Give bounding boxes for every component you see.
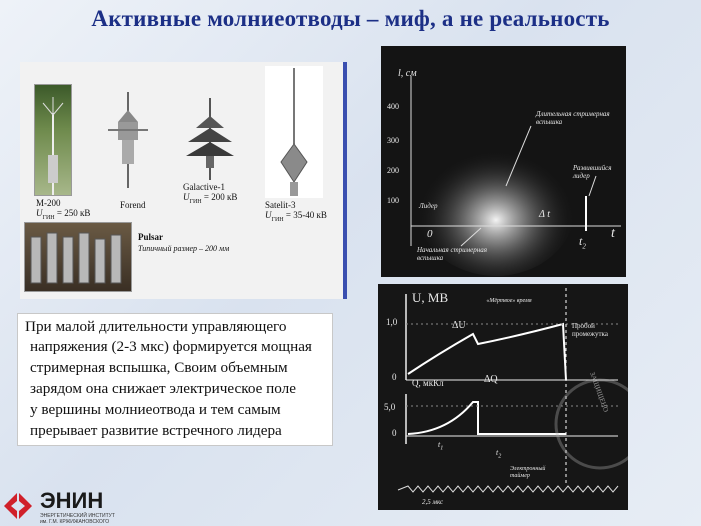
satelit-photo	[265, 66, 323, 198]
voltage-charge-oscillogram	[378, 284, 628, 510]
satelit-name: Satelit-3	[265, 200, 296, 210]
photo-tick-400: 400	[387, 102, 399, 111]
description-box	[17, 313, 333, 446]
slide-title: Активные молниеотводы – миф, а не реальность	[91, 6, 610, 31]
photo-tick-300: 300	[387, 136, 399, 145]
pulsar-name: Pulsar	[138, 232, 164, 242]
graph-t2-label: $t_2$	[496, 448, 502, 460]
graph-dq-label: ΔQ	[484, 374, 498, 385]
description-line-6: прерывает развитие встречного лидера	[30, 422, 282, 439]
satelit-rod-icon	[265, 66, 323, 198]
graph-dead-time-label: «Мёртвое» время	[486, 298, 532, 304]
logo-subtitle-1: ЭНЕРГЕТИЧЕСКИЙ ИНСТИТУТ	[40, 513, 115, 519]
enin-logo	[4, 489, 144, 525]
description-line-1: При малой длительности управляющего	[25, 318, 287, 335]
description-line-3: стримерная вспышка, Своим объемным	[30, 359, 288, 376]
graph-du-label: ΔU	[452, 320, 466, 331]
graph-q-tick-0: 0	[392, 428, 397, 438]
graph-u-tick-0: 0	[392, 372, 397, 382]
graph-q-tick-5: 5,0	[384, 402, 396, 412]
device-photos-panel	[20, 62, 347, 299]
graph-breakdown-label: Пробой промежутка	[572, 322, 608, 338]
galactive-name: Galactive-1	[183, 182, 225, 192]
galactive-rod-icon	[180, 98, 240, 180]
photo-label-zero: 0	[427, 228, 433, 240]
photo-tick-200: 200	[387, 166, 399, 175]
pulsar-size-note: Типичный размер – 200 мм	[138, 244, 230, 253]
description-line-2: напряжения (2-3 мкс) формируется мощная	[30, 338, 312, 355]
m200-name: M-200	[36, 198, 61, 208]
galactive-param: $U_{ГИН} = 200$ кВ	[183, 192, 238, 205]
enin-logo-icon	[4, 491, 34, 521]
photo-label-t: t	[611, 226, 615, 241]
photo-y-axis-label: l, см	[398, 68, 417, 79]
photo-tick-100: 100	[387, 196, 399, 205]
m200-rod-icon	[35, 85, 71, 195]
satelit-param: $U_{ГИН} = 35-40$ кВ	[265, 210, 327, 223]
graph-u-axis-label: U, МВ	[412, 290, 449, 305]
graph-t1-label: $t_1$	[438, 440, 444, 452]
pulsar-rods-icon	[25, 223, 131, 291]
logo-subtitle-2: им. Г.М. КРЖИЖАНОВСКОГО	[40, 519, 110, 525]
streamer-flash-graphic	[381, 46, 626, 277]
description-line-5: у вершины молниеотвода и тем самым	[30, 401, 281, 418]
logo-name: ЭНИН	[40, 488, 104, 513]
m200-param: $U_{ГИН} = 250$ кВ	[36, 208, 91, 221]
graph-q-axis-label: Q, мкКл	[412, 378, 444, 388]
graph-timer-label: Электронный таймер	[510, 466, 546, 479]
oscillogram-traces	[378, 284, 628, 510]
photo-label-leader: Лидер	[419, 202, 438, 210]
description-line-4: зарядом она снижает электрическое поле	[30, 380, 296, 397]
photo-label-flash: Длительная стримерная вспышка	[536, 110, 610, 126]
photo-label-dt: Δ t	[539, 209, 550, 220]
graph-u-tick-1: 1,0	[386, 317, 398, 327]
streamer-flash-photo	[381, 46, 626, 277]
watermark-stamp: ЗАЩИЩЕНО	[588, 370, 611, 414]
forend-rod-icon	[104, 90, 152, 190]
photo-label-t2: $t_2$	[579, 234, 586, 251]
graph-scale-label: 2,5 мкс	[422, 498, 444, 506]
photo-label-developed-leader: Развившийся лидер	[573, 164, 612, 180]
photo-label-initial-flash: Начальная стримерная вспышка	[417, 246, 487, 262]
forend-name: Forend	[120, 200, 146, 210]
m200-photo	[34, 84, 72, 196]
pulsar-photo	[24, 222, 132, 292]
